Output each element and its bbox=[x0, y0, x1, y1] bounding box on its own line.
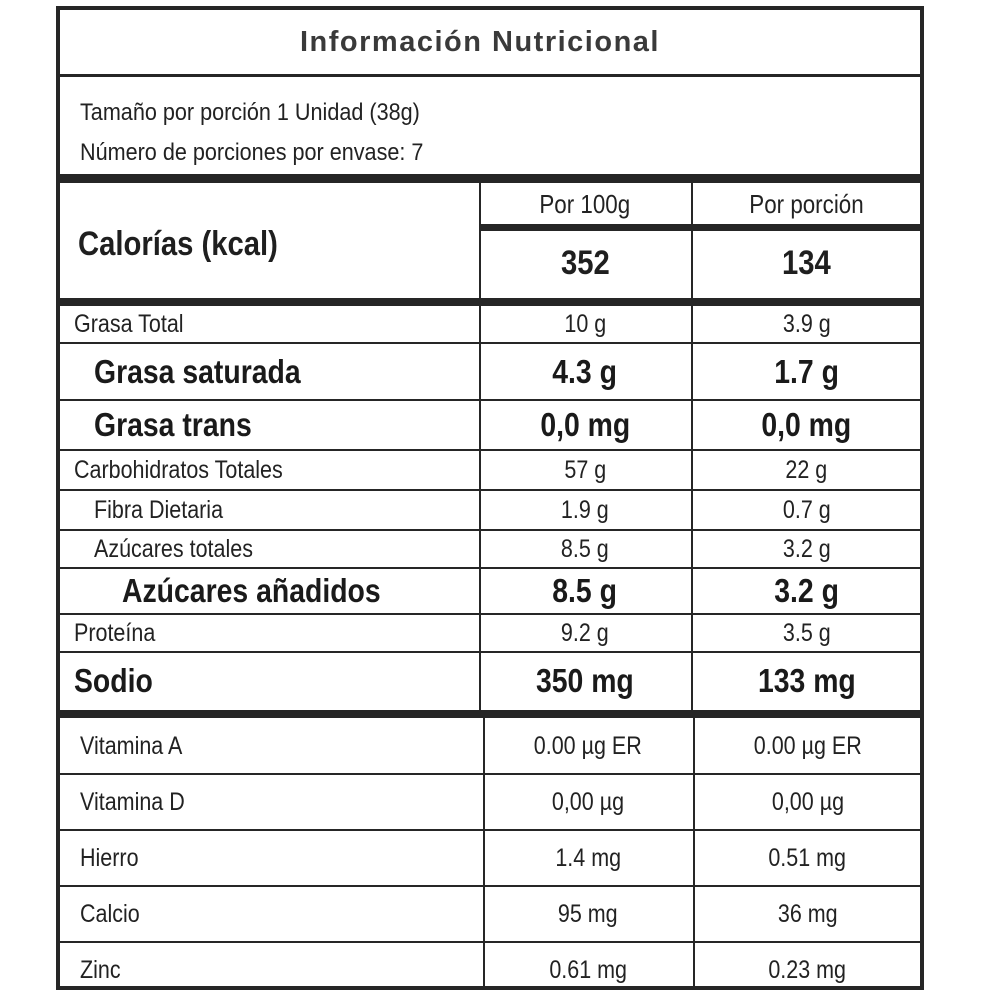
nutrient-per-100g-cell bbox=[479, 530, 691, 568]
calories-label: Calorías (kcal) bbox=[78, 224, 278, 263]
column-divider-2 bbox=[691, 183, 693, 710]
micronutrient-per-portion-cell bbox=[695, 886, 920, 942]
micronutrient-per-portion-cell bbox=[695, 774, 920, 830]
micronutrient-label-cell bbox=[80, 718, 480, 774]
nutrient-per-portion-cell bbox=[693, 490, 920, 530]
micronutrient-per-portion-cell bbox=[695, 942, 920, 998]
nutrient-per-portion: 22 g bbox=[785, 455, 828, 484]
calories-per-100g-cell bbox=[479, 232, 691, 294]
micronutrient-per-portion: 0.00 µg ER bbox=[753, 731, 862, 760]
nutrient-per-100g-cell bbox=[479, 568, 691, 614]
nutrient-per-portion: 3.5 g bbox=[782, 618, 831, 647]
nutrient-per-portion-cell bbox=[693, 450, 920, 490]
header-per-portion: Por porción bbox=[749, 188, 864, 219]
micronutrient-per-100g: 1.4 mg bbox=[555, 843, 621, 872]
nutrient-per-100g-cell bbox=[479, 490, 691, 530]
micronutrient-label: Zinc bbox=[80, 955, 121, 984]
micronutrient-per-portion: 0.23 mg bbox=[768, 955, 847, 984]
nutrient-per-portion: 3.2 g bbox=[774, 572, 839, 609]
nutrient-per-portion-cell bbox=[693, 652, 920, 710]
nutrient-per-100g-cell bbox=[479, 400, 691, 450]
nutrient-label-cell bbox=[94, 400, 460, 450]
micronutrient-per-100g: 0,00 µg bbox=[551, 787, 625, 816]
nutrient-label-cell bbox=[74, 652, 460, 710]
micronutrient-per-100g-cell bbox=[483, 886, 693, 942]
nutrient-per-portion-cell bbox=[693, 400, 920, 450]
column-divider-4 bbox=[693, 718, 695, 986]
header-per-100g: Por 100g bbox=[539, 188, 631, 219]
micronutrient-per-portion: 0.51 mg bbox=[768, 843, 847, 872]
nutrient-per-portion: 1.7 g bbox=[774, 352, 839, 390]
nutrient-label: Carbohidratos Totales bbox=[74, 455, 283, 484]
nutrient-per-portion: 133 mg bbox=[757, 662, 856, 699]
micronutrient-per-portion-cell bbox=[695, 830, 920, 886]
divider-thick-serving bbox=[60, 174, 920, 183]
nutrient-label-cell bbox=[94, 530, 460, 568]
nutrient-per-100g-cell bbox=[479, 306, 691, 343]
nutrient-per-portion: 0.7 g bbox=[782, 495, 831, 524]
micronutrient-label: Calcio bbox=[80, 899, 140, 928]
nutrient-label: Proteína bbox=[74, 618, 156, 647]
nutrient-per-100g: 10 g bbox=[564, 310, 606, 338]
nutrient-label-cell bbox=[74, 306, 460, 343]
column-divider-1 bbox=[479, 183, 481, 710]
column-divider-3 bbox=[483, 718, 485, 986]
micronutrient-per-100g-cell bbox=[483, 774, 693, 830]
micronutrient-per-100g: 0.61 mg bbox=[549, 955, 627, 984]
nutrient-per-portion-cell bbox=[693, 614, 920, 652]
nutrient-per-portion: 3.9 g bbox=[782, 310, 831, 338]
nutrient-label: Grasa trans bbox=[94, 406, 252, 443]
calories-per-100g: 352 bbox=[560, 243, 610, 282]
nutrient-label-cell bbox=[94, 343, 460, 400]
micronutrient-per-portion: 36 mg bbox=[777, 899, 838, 928]
nutrient-per-portion-cell bbox=[693, 530, 920, 568]
micronutrient-label-cell bbox=[80, 942, 480, 998]
nutrient-label: Fibra Dietaria bbox=[94, 495, 224, 524]
nutrient-per-100g-cell bbox=[479, 652, 691, 710]
micronutrient-per-portion-cell bbox=[695, 718, 920, 774]
nutrient-label-cell bbox=[122, 568, 460, 614]
nutrient-per-100g: 9.2 g bbox=[561, 618, 609, 647]
nutrient-per-100g: 8.5 g bbox=[561, 534, 609, 563]
nutrient-per-portion: 0,0 mg bbox=[761, 406, 852, 443]
micronutrient-label-cell bbox=[80, 774, 480, 830]
micronutrient-per-100g-cell bbox=[483, 718, 693, 774]
header-per-portion-cell bbox=[693, 183, 920, 225]
nutrient-per-100g: 350 mg bbox=[536, 662, 634, 699]
nutrient-label-cell bbox=[74, 614, 460, 652]
nutrient-per-100g: 8.5 g bbox=[552, 572, 618, 609]
divider-thick-micronutrients bbox=[60, 710, 920, 718]
nutrient-per-100g: 0,0 mg bbox=[540, 406, 630, 443]
nutrient-label: Azúcares añadidos bbox=[122, 572, 381, 609]
nutrient-per-100g: 57 g bbox=[564, 455, 606, 484]
micronutrient-per-100g: 95 mg bbox=[558, 899, 618, 928]
nutrient-per-portion-cell bbox=[693, 306, 920, 343]
header-per-100g-cell bbox=[479, 183, 691, 225]
nutrient-per-portion-cell bbox=[693, 343, 920, 400]
nutrient-label-cell bbox=[74, 450, 460, 490]
divider-thick-calories bbox=[60, 298, 920, 306]
nutrient-label: Grasa Total bbox=[74, 310, 184, 338]
nutrient-per-100g-cell bbox=[479, 343, 691, 400]
nutrient-label: Azúcares totales bbox=[94, 534, 253, 563]
nutrient-per-100g-cell bbox=[479, 450, 691, 490]
calories-per-portion-cell bbox=[693, 232, 920, 294]
calories-label-cell bbox=[78, 188, 478, 300]
serving-size: Tamaño por porción 1 Unidad (38g) bbox=[80, 99, 420, 126]
micronutrient-per-100g-cell bbox=[483, 942, 693, 998]
micronutrient-label-cell bbox=[80, 830, 480, 886]
divider-header-values bbox=[479, 224, 920, 231]
micronutrient-per-portion: 0,00 µg bbox=[771, 787, 844, 816]
nutrient-per-100g: 4.3 g bbox=[552, 352, 618, 390]
micronutrient-label-cell bbox=[80, 886, 480, 942]
micronutrient-label: Hierro bbox=[80, 843, 139, 872]
portions-per-package: Número de porciones por envase: 7 bbox=[80, 139, 424, 166]
label-title: Información Nutricional bbox=[300, 25, 660, 58]
nutrient-label: Sodio bbox=[74, 662, 153, 699]
micronutrient-per-100g: 0.00 µg ER bbox=[533, 731, 643, 760]
micronutrient-label: Vitamina D bbox=[80, 787, 185, 816]
nutrient-label: Grasa saturada bbox=[94, 352, 301, 390]
nutrient-label-cell bbox=[94, 490, 460, 530]
nutrient-per-100g-cell bbox=[479, 614, 691, 652]
nutrient-per-portion-cell bbox=[693, 568, 920, 614]
nutrition-facts-label bbox=[56, 6, 924, 990]
title-bar bbox=[60, 10, 920, 77]
micronutrient-label: Vitamina A bbox=[80, 731, 183, 760]
nutrient-per-portion: 3.2 g bbox=[782, 534, 831, 563]
nutrient-per-100g: 1.9 g bbox=[561, 495, 609, 524]
serving-info bbox=[60, 77, 920, 177]
calories-per-portion: 134 bbox=[782, 243, 831, 282]
micronutrient-per-100g-cell bbox=[483, 830, 693, 886]
